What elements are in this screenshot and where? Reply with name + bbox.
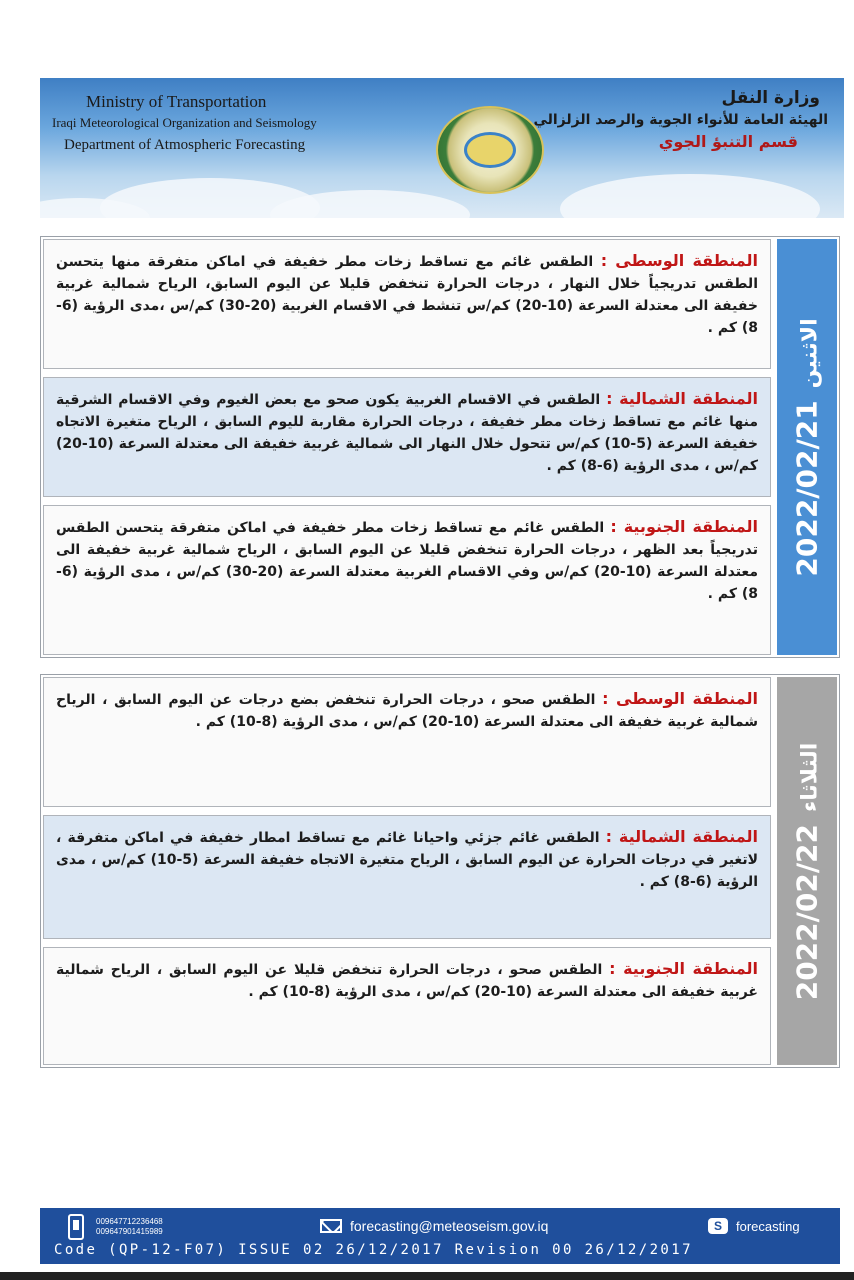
english-header <box>52 92 317 154</box>
region-south-day-2 <box>43 947 771 1065</box>
arabic-header <box>533 88 828 151</box>
skype-contact[interactable] <box>708 1218 800 1234</box>
phone-icon <box>68 1214 84 1240</box>
department-name-ar: قسم التنبؤ الجوي <box>658 132 798 151</box>
region-title: المنطقة الجنوبية : <box>609 959 759 978</box>
region-forecast-text: الطقس صحو ، درجات الحرارة تنخفض بضع درجات عن اليوم السابق ، الرياح شمالية غربية خفيفة الى معتدلة السرعة (10-20) كم/س ، مدى الرؤية (8-10) كم . <box>56 692 758 730</box>
mail-icon <box>320 1219 342 1233</box>
cloud-decoration <box>560 174 820 218</box>
skype-icon: S <box>708 1218 728 1234</box>
forecast-day-1 <box>40 236 840 658</box>
phone-number: 009647712236468 <box>96 1217 163 1226</box>
region-title: المنطقة الوسطى : <box>602 689 758 708</box>
phone-numbers <box>96 1217 163 1237</box>
bottom-border <box>0 1272 854 1280</box>
header-banner <box>40 78 844 218</box>
region-north-day-1 <box>43 377 771 497</box>
region-forecast-text: الطقس صحو ، درجات الحرارة تنخفض قليلا عن اليوم السابق ، الرياح شمالية غربية خفيفة الى معتدلة السرعة (10-20) كم/س ، مدى الرؤية (8-10) كم . <box>56 962 758 1000</box>
date-value: 2022/02/22 <box>790 823 824 1000</box>
region-title: المنطقة الشمالية : <box>605 827 758 846</box>
logo-cloud-icon <box>464 132 516 168</box>
date-label-day-1 <box>791 318 824 576</box>
region-title: المنطقة الشمالية : <box>606 389 758 408</box>
ministry-name-ar: وزارة النقل <box>721 88 820 108</box>
logo-emblem <box>436 106 544 194</box>
email-contact[interactable] <box>320 1218 548 1234</box>
region-north-day-2 <box>43 815 771 939</box>
organization-name-ar: الهيئة العامة للأنواء الجوية والرصد الزلزالي <box>533 112 828 128</box>
region-forecast-text: الطقس غائم جزئي واحيانا غائم مع تساقط امطار خفيفة في اماكن متفرقة ، لاتغير في درجات الحرارة عن اليوم السابق ، الرياح متغيرة الاتجاه خفيفة السرعة (5-10) كم/س ، مدى الرؤية (6-8) كم . <box>56 830 759 890</box>
document-code: Code (QP-12-F07) ISSUE 02 26/12/2017 Revision 00 26/12/2017 <box>54 1242 693 1258</box>
phone-number: 009647901415989 <box>96 1227 163 1236</box>
department-name-en: Department of Atmospheric Forecasting <box>64 137 306 153</box>
date-label-day-2 <box>791 742 824 1000</box>
region-title: المنطقة الوسطى : <box>600 251 758 270</box>
date-bar-day-1 <box>777 239 837 655</box>
footer-bar <box>40 1208 840 1264</box>
day-name: الثلاثاء <box>797 742 823 812</box>
day-name: الاثنين <box>797 317 823 388</box>
organization-name-en: Iraqi Meteorological Organization and Seismology <box>52 115 317 130</box>
region-central-day-1 <box>43 239 771 369</box>
region-central-day-2 <box>43 677 771 807</box>
skype-handle[interactable]: forecasting <box>736 1218 800 1234</box>
region-forecast-text: الطقس في الاقسام الغربية يكون صحو مع بعض الغيوم وفي الاقسام الشرقية منها غائم مع تساقط زخات مطر خفيفة ، درجات الحرارة مقاربة لليوم السابق ، الرياح متغيرة الاتجاه خفيفة السرعة (5-10) كم/س تتحول خلال النهار الى شمالية غربية خفيفة الى معتدلة السرعة (10-20) كم/س ، مدى الرؤية (6-8) كم . <box>56 392 758 474</box>
email-address[interactable]: forecasting@meteoseism.gov.iq <box>350 1218 549 1234</box>
region-south-day-1 <box>43 505 771 655</box>
date-bar-day-2 <box>777 677 837 1065</box>
ministry-name-en: Ministry of Transportation <box>86 92 267 111</box>
forecast-day-2 <box>40 674 840 1068</box>
date-value: 2022/02/21 <box>790 399 824 577</box>
region-forecast-text: الطقس غائم مع تساقط زخات مطر خفيفة في اماكن متفرقة منها يتحسن الطقس تدريجياً خلال النهار ، درجات الحرارة تنخفض قليلا عن اليوم السابق، الرياح شمالية غربية خفيفة الى معتدلة السرعة (10-20) كم/س تنشط في الاقسام الغربية (20-30) كم/س ،مدى الرؤية (6-8) كم . <box>56 254 758 336</box>
region-forecast-text: الطقس غائم مع تساقط زخات مطر خفيفة في اماكن متفرقة يتحسن الطقس تدريجياً بعد الظهر ، درجات الحرارة تنخفض قليلا عن اليوم السابق ، الرياح شمالية غربية خفيفة الى معتدلة السرعة (10-20) كم/س وفي الاقسام الغربية معتدلة السرعة (20-30) كم/س ، مدى الرؤية (6-8) كم . <box>56 520 758 602</box>
region-title: المنطقة الجنوبية : <box>610 517 758 536</box>
